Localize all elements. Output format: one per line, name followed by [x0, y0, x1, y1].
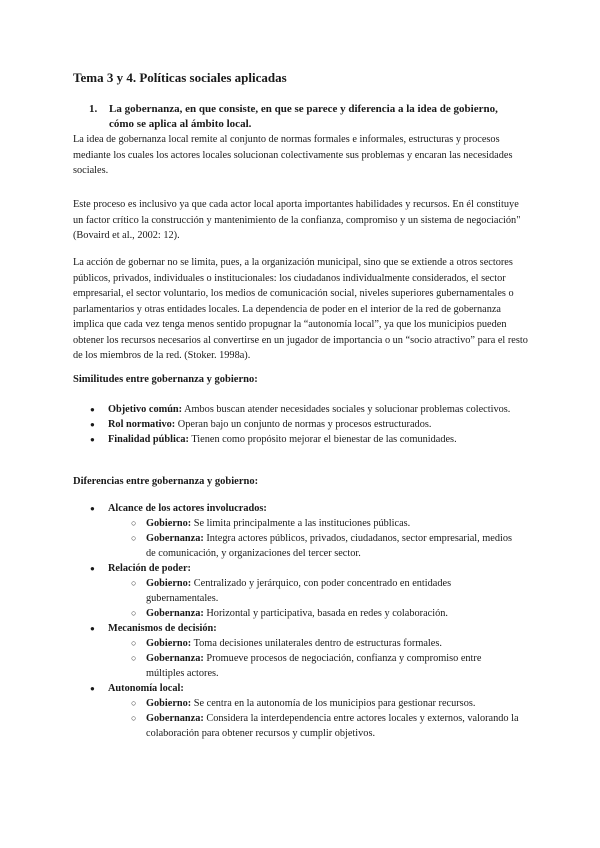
differences-heading: Diferencias entre gobernanza y gobierno:: [73, 476, 259, 487]
question-text: La gobernanza, en que consiste, en que se parece y diferencia a la idea de gobierno, cómo se aplica al ámbito local.: [109, 103, 498, 130]
page-title: Tema 3 y 4. Políticas sociales aplicadas: [73, 70, 287, 85]
question-heading: [89, 102, 519, 132]
sub-list-item: ○ Gobierno: Toma decisiones unilaterales dentro de estructuras formales.: [108, 636, 520, 651]
list-item: ● Objetivo común: Ambos buscan atender necesidades sociales y solucionar problemas colectivos.: [90, 402, 520, 417]
sub-list: [108, 696, 520, 741]
sub-list: [108, 516, 520, 561]
sub-list-item: ○ Gobierno: Centralizado y jerárquico, con poder concentrado en entidades gubernamentales.: [108, 576, 520, 606]
paragraph-3: La acción de gobernar no se limita, pues, a la organización municipal, sino que se extiende a otros sectores públicos, privados, individuales o institucionales: los ciudadanos individualmente considerados, el sector empresarial, el sector voluntario, los medios de comunicación social, niveles superiores gubernamentales o parlamentarios y otras entidades locales. La dependencia de poder en el interior de la red de gobernanza implica que cada vez tenga menos sentido propugnar la “autonomía local”, ya que los municipios pueden obtener los recursos necesarios al convertirse en un jugador de importancia o un “socio atractivo” para el resto de los miembros de la red. (Stoker. 1998a).: [73, 257, 528, 361]
list-item: ● Finalidad pública: Tienen como propósito mejorar el bienestar de las comunidades.: [90, 432, 520, 447]
paragraph-2: Este proceso es inclusivo ya que cada actor local aporta importantes habilidades y recursos. En él constituye un factor crítico la construcción y mantenimiento de la confianza, compromiso y un sistema de negociación" (Bovaird et al., 2002: 12).: [73, 199, 521, 241]
sub-list-item: ○ Gobernanza: Horizontal y participativa, basada en redes y colaboración.: [108, 606, 520, 621]
differences-list: [90, 501, 520, 741]
sub-list-item: ○ Gobierno: Se centra en la autonomía de los municipios para gestionar recursos.: [108, 696, 520, 711]
similarities-list: [90, 402, 520, 447]
list-item: ● Autonomía local: ○ Gobierno: Se centra en la autonomía de los municipios para gestionar recursos. ○ Gobernanza: Considera la interdependencia entre actores locales y externos, valorando la colaboración para obtener recursos y cumplir objetivos.: [90, 681, 520, 741]
paragraph-1: La idea de gobernanza local remite al conjunto de normas formales e informales, estructuras y procesos mediante los cuales los actores locales solucionan colectivamente sus problemas y encaran las necesidades sociales.: [73, 134, 513, 176]
sub-list-item: ○ Gobierno: Se limita principalmente a las instituciones públicas.: [108, 516, 520, 531]
sub-list-item: ○ Gobernanza: Considera la interdependencia entre actores locales y externos, valorando la colaboración para obtener recursos y cumplir objetivos.: [108, 711, 520, 741]
sub-list-item: ○ Gobernanza: Promueve procesos de negociación, confianza y compromiso entre múltiples actores.: [108, 651, 520, 681]
list-item: ● Mecanismos de decisión: ○ Gobierno: Toma decisiones unilaterales dentro de estructuras formales. ○ Gobernanza: Promueve procesos de negociación, confianza y compromiso entre múltiples actores.: [90, 621, 520, 681]
question-number: 1.: [89, 103, 98, 115]
similarities-heading: Similitudes entre gobernanza y gobierno:: [73, 374, 258, 385]
sub-list: [108, 636, 520, 681]
list-item: ● Alcance de los actores involucrados: ○ Gobierno: Se limita principalmente a las instituciones públicas. ○ Gobernanza: Integra actores públicos, privados, ciudadanos, sector empresarial, medios de comunicación, y organizaciones del tercer sector.: [90, 501, 520, 561]
sub-list: [108, 576, 520, 621]
list-item: ● Relación de poder: ○ Gobierno: Centralizado y jerárquico, con poder concentrado en entidades gubernamentales. ○ Gobernanza: Horizontal y participativa, basada en redes y colaboración.: [90, 561, 520, 621]
list-item: ● Rol normativo: Operan bajo un conjunto de normas y procesos estructurados.: [90, 417, 520, 432]
sub-list-item: ○ Gobernanza: Integra actores públicos, privados, ciudadanos, sector empresarial, medios de comunicación, y organizaciones del tercer sector.: [108, 531, 520, 561]
